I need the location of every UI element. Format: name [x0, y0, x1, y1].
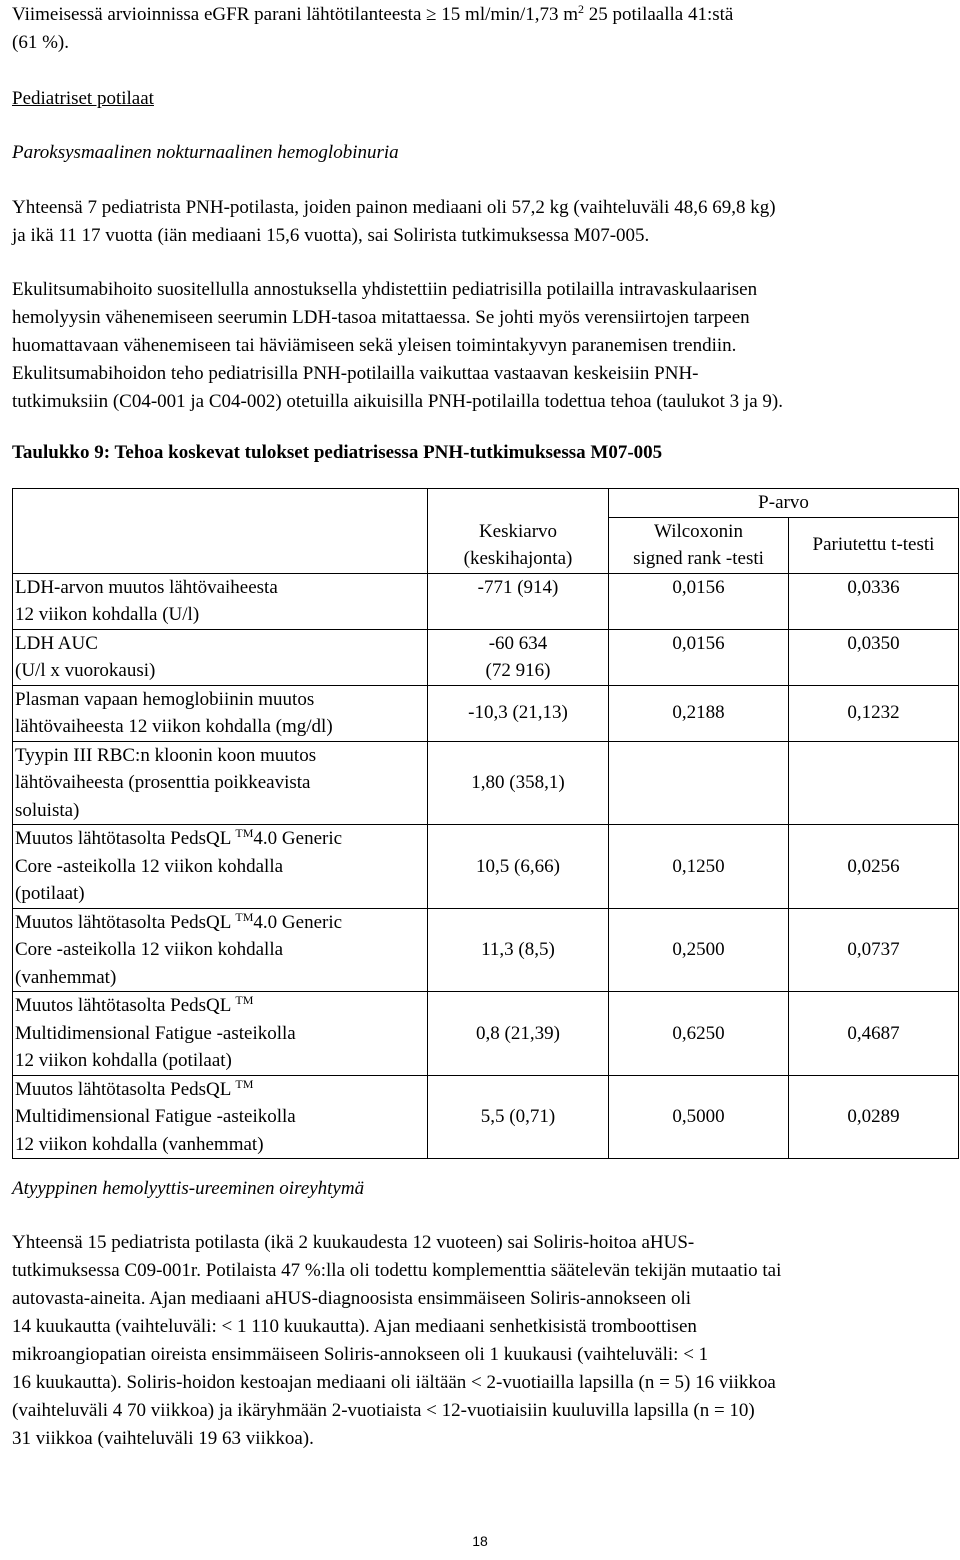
- table-header-row: [13, 489, 959, 518]
- ttest-cell: 0,4687: [789, 992, 959, 1076]
- label-line: lähtövaiheesta 12 viikon kohdalla (mg/dl): [15, 716, 333, 737]
- label-line: Core -asteikolla 12 viikon kohdalla: [15, 855, 284, 877]
- label-line: LDH AUC: [15, 632, 98, 654]
- row-label: [13, 992, 428, 1076]
- ttest-cell: 0,0336: [789, 573, 959, 629]
- text-line: Ekulitsumabihoito suositellulla annostuksella yhdistettiin pediatrisilla potilailla intravaskulaarisen: [12, 279, 758, 300]
- row-label: [13, 1075, 428, 1159]
- label-line: Multidimensional Fatigue -asteikolla: [15, 1106, 296, 1127]
- mean-line: (72 916): [485, 660, 551, 681]
- label-line: [15, 992, 427, 1020]
- intro-text-end: 25 potilaalla 41:stä: [584, 4, 734, 25]
- row-label: [13, 908, 428, 992]
- text-line: Yhteensä 15 pediatrista potilasta (ikä 2 kuukaudesta 12 vuoteen) sai Soliris-hoitoa aHUS-: [12, 1232, 695, 1253]
- table-row: [13, 825, 959, 909]
- label-line: (potilaat): [15, 883, 85, 904]
- table-row: [13, 685, 959, 741]
- text-line: 16 kuukautta). Soliris-hoidon kestoajan mediaani oli iältään < 2-vuotiailla lapsilla (n = 5) 16 viikkoa: [12, 1372, 776, 1393]
- ttest-cell: [789, 741, 959, 825]
- trademark-superscript: TM: [235, 1076, 254, 1091]
- wilcoxon-cell: 0,0156: [609, 573, 789, 629]
- wilcoxon-cell: 0,5000: [609, 1075, 789, 1159]
- trademark-superscript: TM: [235, 909, 254, 924]
- text-line: (vaihteluväli 4 70 viikkoa) ja ikäryhmään 2-vuotiaista < 12-vuotiaisiin kuuluvilla lapsilla (n = 10): [12, 1400, 755, 1421]
- paragraph-ahus: [12, 1229, 956, 1453]
- efficacy-table: [12, 488, 959, 1159]
- mean-cell: 11,3 (8,5): [428, 908, 609, 992]
- section-heading: Pediatriset potilaat: [12, 88, 154, 109]
- header-wilcoxon-sublabel: signed rank -testi: [633, 548, 764, 569]
- row-label: [13, 825, 428, 909]
- label-line: lähtövaiheesta (prosenttia poikkeavista: [15, 772, 311, 793]
- row-label: [13, 685, 428, 741]
- label-line: (U/l x vuorokausi): [15, 660, 156, 681]
- label-line: Tyypin III RBC:n kloonin koon muutos: [15, 744, 317, 766]
- wilcoxon-cell: [609, 741, 789, 825]
- text-line: mikroangiopatian oireista ensimmäiseen Soliris-annokseen oli 1 kuukausi (vaihteluväli: < 1: [12, 1344, 709, 1365]
- mean-line: -60 634: [488, 632, 548, 654]
- ttest-cell: 0,0289: [789, 1075, 959, 1159]
- wilcoxon-cell: 0,1250: [609, 825, 789, 909]
- row-label: [13, 629, 428, 685]
- ttest-cell: 0,0350: [789, 629, 959, 685]
- table-row: [13, 573, 959, 629]
- text-line: hemolyysin vähenemiseen seerumin LDH-tasoa mitattaessa. Se johti myös verensiirtojen tarpeen: [12, 307, 750, 328]
- header-mean-cell: [428, 489, 609, 574]
- subheading-pnh: Paroksysmaalinen nokturnaalinen hemoglobinuria: [12, 142, 399, 163]
- header-empty-cell: [13, 489, 428, 574]
- mean-cell: 0,8 (21,39): [428, 992, 609, 1076]
- text-line: Yhteensä 7 pediatrista PNH-potilasta, joiden painon mediaani oli 57,2 kg (vaihteluväli 48,6 69,8 kg): [12, 197, 776, 218]
- header-wilcoxon-label: Wilcoxonin: [654, 520, 743, 542]
- wilcoxon-cell: 0,6250: [609, 992, 789, 1076]
- table-row: [13, 629, 959, 685]
- label-text: 4.0 Generic: [253, 911, 343, 933]
- mean-cell: -771 (914): [428, 573, 609, 629]
- row-label: [13, 573, 428, 629]
- mean-cell: -10,3 (21,13): [428, 685, 609, 741]
- label-line: Plasman vapaan hemoglobiinin muutos: [15, 688, 315, 710]
- table-row: [13, 992, 959, 1076]
- page-number: 18: [472, 1533, 488, 1549]
- label-line: LDH-arvon muutos lähtövaiheesta: [15, 576, 278, 598]
- label-line: soluista): [15, 799, 80, 821]
- mean-cell: 1,80 (358,1): [428, 741, 609, 825]
- text-line: Ekulitsumabihoidon teho pediatrisilla PNH-potilailla vaikuttaa vastaavan keskeisiin PNH-: [12, 363, 699, 384]
- table-row: [13, 908, 959, 992]
- header-p-value: P-arvo: [758, 492, 809, 513]
- trademark-superscript: TM: [235, 993, 254, 1007]
- header-ttest: Pariutettu t-testi: [812, 534, 935, 556]
- mean-cell: [428, 629, 609, 685]
- wilcoxon-cell: 0,2188: [609, 685, 789, 741]
- label-line: [15, 909, 427, 937]
- label-line: 12 viikon kohdalla (U/l): [15, 604, 200, 625]
- row-label: [13, 741, 428, 825]
- text-line: 31 viikkoa (vaihteluväli 19 63 viikkoa).: [12, 1428, 314, 1449]
- label-text: Muutos lähtötasolta PedsQL: [15, 1078, 231, 1100]
- intro-line-2: (61 %).: [12, 32, 69, 53]
- table-row: [13, 1075, 959, 1159]
- superscript: 2: [578, 2, 585, 16]
- table-row: [13, 741, 959, 825]
- label-line: Multidimensional Fatigue -asteikolla: [15, 1022, 296, 1044]
- ttest-cell: 0,0737: [789, 908, 959, 992]
- header-p-value-cell: [609, 489, 959, 518]
- header-mean-sublabel: (keskihajonta): [463, 548, 573, 569]
- label-line: 12 viikon kohdalla (vanhemmat): [15, 1133, 264, 1155]
- label-line: (vanhemmat): [15, 966, 117, 988]
- label-line: 12 viikon kohdalla (potilaat): [15, 1050, 232, 1071]
- paragraph-pnh-patients: [12, 194, 956, 250]
- mean-cell: 10,5 (6,66): [428, 825, 609, 909]
- label-text: 4.0 Generic: [253, 828, 343, 849]
- text-line: ja ikä 11 17 vuotta (iän mediaani 15,6 vuotta), sai Solirista tutkimuksessa M07-005.: [12, 225, 650, 246]
- ttest-cell: 0,0256: [789, 825, 959, 909]
- mean-cell: 5,5 (0,71): [428, 1075, 609, 1159]
- label-text: Muutos lähtötasolta PedsQL: [15, 828, 231, 849]
- header-wilcoxon-cell: [609, 517, 789, 573]
- table-title: Taulukko 9: Tehoa koskevat tulokset pediatrisessa PNH-tutkimuksessa M07-005: [12, 442, 663, 463]
- text-line: autovasta-aineita. Ajan mediaani aHUS-diagnoosista ensimmäiseen Soliris-annokseen oli: [12, 1288, 692, 1309]
- ttest-cell: 0,1232: [789, 685, 959, 741]
- paragraph-efficacy: [12, 276, 956, 416]
- intro-line-1: [12, 1, 733, 29]
- text-line: tutkimuksessa C09-001r. Potilaista 47 %:lla oli todettu komplementtia säätelevän tekijän mutaatio tai: [12, 1260, 782, 1281]
- text-line: huomattavaan vähenemiseen tai häviämiseen sekä yleisen toimintakyvyn paranemisen trendiin.: [12, 335, 737, 356]
- label-text: Muutos lähtötasolta PedsQL: [15, 995, 231, 1016]
- subheading-ahus: Atyyppinen hemolyyttis-ureeminen oireyhtymä: [12, 1178, 365, 1199]
- label-line: [15, 825, 427, 853]
- text-line: tutkimuksiin (C04-001 ja C04-002) otetuilla aikuisilla PNH-potilailla todettua tehoa (taulukot 3 ja 9).: [12, 391, 783, 412]
- header-ttest-cell: [789, 517, 959, 573]
- wilcoxon-cell: 0,2500: [609, 908, 789, 992]
- trademark-superscript: TM: [235, 826, 254, 840]
- label-text: Muutos lähtötasolta PedsQL: [15, 911, 231, 933]
- wilcoxon-cell: 0,0156: [609, 629, 789, 685]
- label-line: [15, 1076, 427, 1104]
- intro-text: Viimeisessä arvioinnissa eGFR parani lähtötilanteesta ≥ 15 ml/min/1,73 m: [12, 4, 579, 25]
- text-line: 14 kuukautta (vaihteluväli: < 1 110 kuukautta). Ajan mediaani senhetkisistä tromboottisen: [12, 1316, 697, 1337]
- header-mean-label: Keskiarvo: [478, 520, 558, 542]
- label-line: Core -asteikolla 12 viikon kohdalla: [15, 939, 284, 960]
